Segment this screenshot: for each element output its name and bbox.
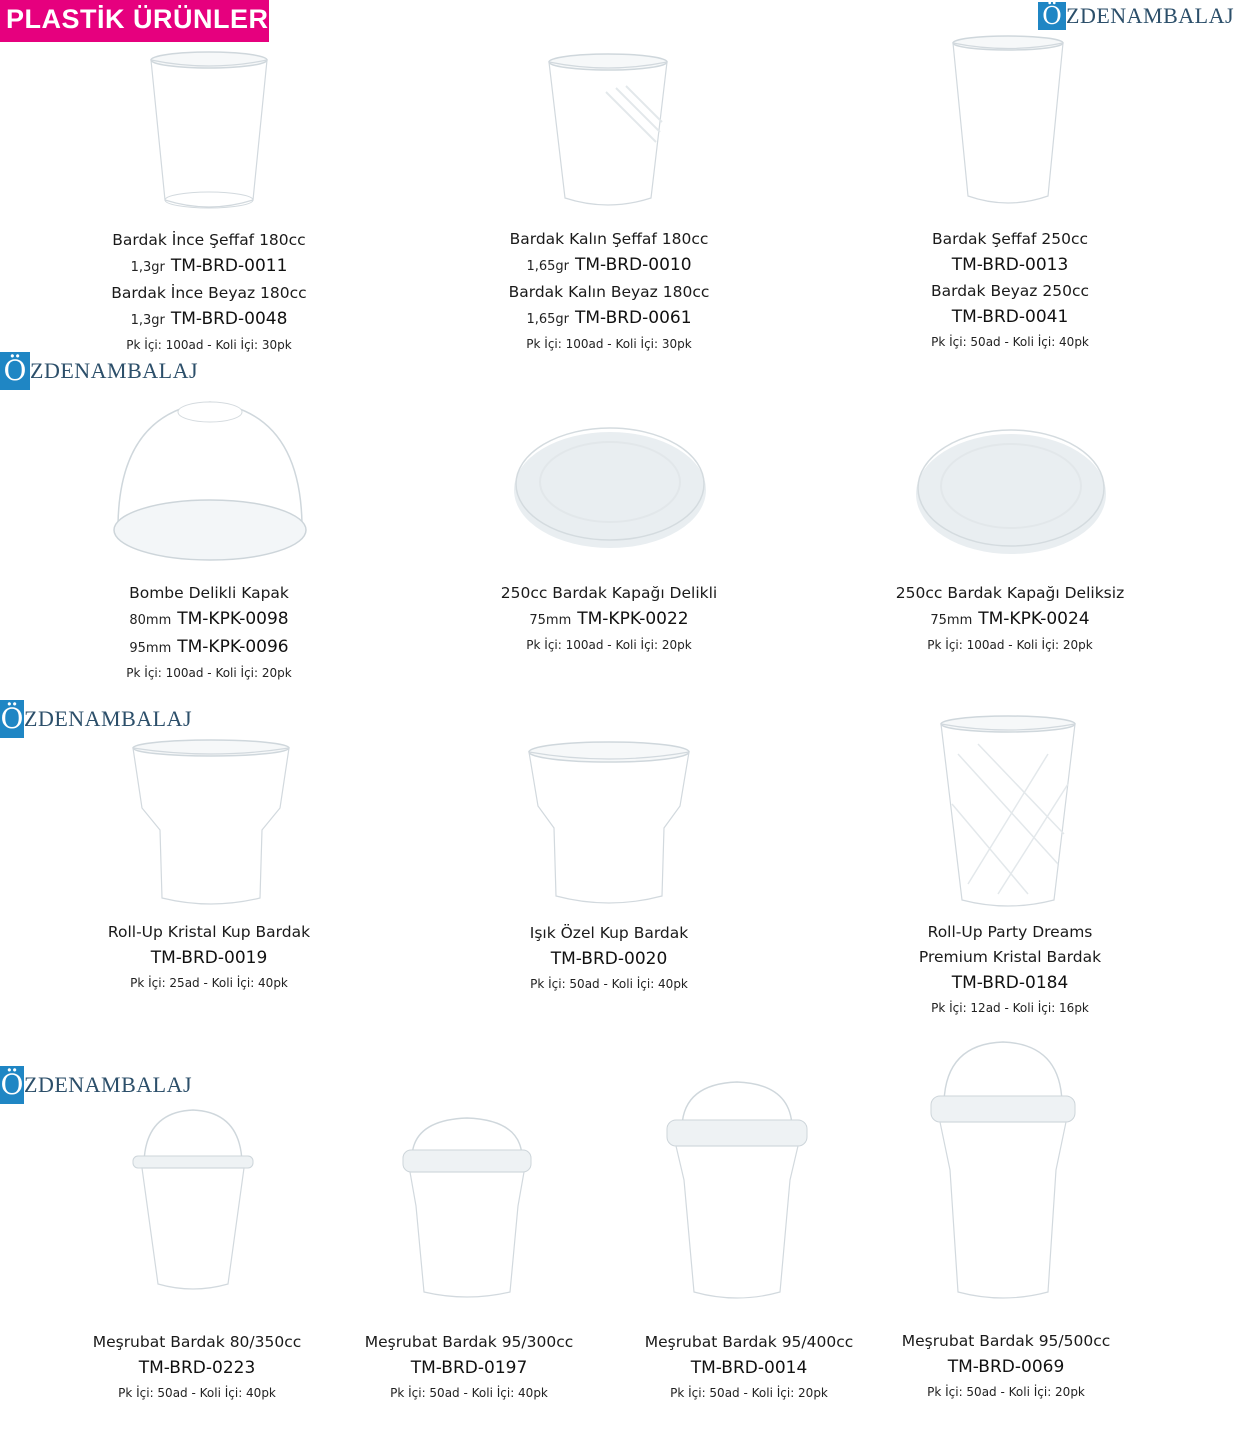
product-card (339, 1330, 599, 1404)
product-code-line (459, 305, 759, 333)
product-code-line (59, 634, 359, 662)
brand-logo-initial: Ö (0, 1066, 24, 1104)
product-name: Meşrubat Bardak 80/350cc (92, 1333, 302, 1351)
product-name: Bardak Şeffaf 250cc (931, 230, 1089, 248)
packaging-info: Pk İçi: 50ad - Koli İçi: 20pk (927, 1385, 1085, 1399)
product-card (67, 1330, 327, 1404)
section-title: PLASTİK ÜRÜNLER (6, 4, 269, 34)
brand-logo-text: ZDENAMBALAJ (30, 358, 199, 383)
product-spec: 1,3gr (130, 313, 165, 328)
product-code: TM-BRD-0223 (138, 1358, 256, 1378)
packaging-info: Pk İçi: 50ad - Koli İçi: 20pk (670, 1386, 828, 1400)
product-code: TM-KPK-0096 (177, 637, 289, 657)
product-card (860, 227, 1160, 353)
product-name: Roll-Up Party Dreams (927, 923, 1093, 941)
product-code-line (459, 606, 759, 634)
brand-logo-initial: Ö (0, 700, 24, 738)
brand-logo (0, 1066, 192, 1104)
product-code-line (59, 253, 359, 281)
brand-logo (0, 352, 198, 390)
kup-cup-icon (130, 738, 292, 910)
product-code: TM-BRD-0061 (575, 308, 692, 328)
product-card (59, 581, 359, 684)
product-card (459, 921, 759, 995)
product-code-line (619, 1355, 879, 1382)
product-name: Meşrubat Bardak 95/300cc (364, 1333, 574, 1351)
product-name: Bardak Beyaz 250cc (930, 282, 1089, 300)
product-code: TM-KPK-0098 (177, 609, 289, 629)
product-code: TM-BRD-0048 (170, 309, 288, 329)
product-code-line (860, 970, 1160, 997)
product-name: Premium Kristal Bardak (918, 948, 1102, 966)
product-code: TM-BRD-0041 (951, 307, 1069, 327)
flat-lid-icon (512, 414, 708, 552)
product-code: TM-BRD-0197 (410, 1358, 528, 1378)
product-name: 250cc Bardak Kapağı Deliksiz (895, 584, 1125, 602)
section-title-tab (0, 0, 269, 42)
product-code: TM-BRD-0014 (690, 1358, 808, 1378)
brand-logo-initial: Ö (0, 352, 30, 390)
product-code: TM-KPK-0022 (577, 609, 689, 629)
brand-logo-text: ZDENAMBALAJ (24, 1072, 193, 1097)
product-card (459, 227, 759, 355)
product-code: TM-BRD-0011 (170, 256, 288, 276)
brand-logo-initial: Ö (1038, 2, 1066, 30)
product-code: TM-BRD-0010 (575, 255, 692, 275)
product-code-line (339, 1355, 599, 1382)
product-code: TM-BRD-0013 (951, 255, 1069, 275)
product-name: Roll-Up Kristal Kup Bardak (107, 923, 311, 941)
product-name: Bardak İnce Beyaz 180cc (111, 284, 307, 302)
plastic-cup-icon (546, 52, 670, 212)
product-card (860, 920, 1160, 1019)
flat-lid-icon (914, 416, 1108, 558)
product-spec: 1,3gr (130, 260, 165, 275)
product-spec: 1,65gr (526, 259, 569, 274)
packaging-info: Pk İçi: 12ad - Koli İçi: 16pk (931, 1001, 1089, 1015)
packaging-info: Pk İçi: 100ad - Koli İçi: 20pk (126, 666, 292, 680)
product-code: TM-BRD-0019 (150, 948, 268, 968)
product-spec: 75mm (529, 613, 572, 628)
packaging-info: Pk İçi: 100ad - Koli İçi: 30pk (526, 337, 692, 351)
product-code-line (59, 945, 359, 972)
product-card (459, 581, 759, 656)
brand-logo (1038, 2, 1234, 30)
product-code-line (459, 946, 759, 973)
packaging-info: Pk İçi: 100ad - Koli İçi: 30pk (126, 338, 292, 352)
product-code-line (860, 252, 1160, 279)
packaging-info: Pk İçi: 50ad - Koli İçi: 40pk (530, 977, 688, 991)
product-spec: 75mm (930, 613, 973, 628)
soda-cup-with-dome-icon (928, 1040, 1078, 1304)
packaging-info: Pk İçi: 50ad - Koli İçi: 40pk (390, 1386, 548, 1400)
kup-cup-icon (526, 740, 692, 910)
brand-logo (0, 700, 192, 738)
product-card (860, 581, 1160, 656)
soda-cup-with-dome-icon (130, 1108, 256, 1294)
product-name: Bardak Kalın Beyaz 180cc (508, 283, 710, 301)
product-name: Bardak İnce Şeffaf 180cc (112, 231, 306, 249)
brand-logo-text: ZDENAMBALAJ (24, 706, 193, 731)
packaging-info: Pk İçi: 50ad - Koli İçi: 40pk (931, 335, 1089, 349)
product-card (59, 228, 359, 356)
product-code: TM-BRD-0020 (550, 949, 668, 969)
product-name: Bombe Delikli Kapak (129, 584, 289, 602)
product-code: TM-BRD-0069 (947, 1357, 1065, 1377)
plastic-cup-icon (950, 34, 1066, 210)
product-name: Işık Özel Kup Bardak (529, 924, 689, 942)
product-name: Meşrubat Bardak 95/500cc (901, 1332, 1111, 1350)
product-code-line (459, 252, 759, 280)
product-code-line (876, 1354, 1136, 1381)
product-name: 250cc Bardak Kapağı Delikli (500, 584, 718, 602)
packaging-info: Pk İçi: 50ad - Koli İçi: 40pk (118, 1386, 276, 1400)
product-code-line (860, 606, 1160, 634)
packaging-info: Pk İçi: 100ad - Koli İçi: 20pk (526, 638, 692, 652)
product-name: Meşrubat Bardak 95/400cc (644, 1333, 854, 1351)
kup-cup-icon (938, 714, 1078, 912)
product-code-line (67, 1355, 327, 1382)
packaging-info: Pk İçi: 100ad - Koli İçi: 20pk (927, 638, 1093, 652)
product-card (59, 920, 359, 994)
product-code-line (59, 306, 359, 334)
soda-cup-with-dome-icon (400, 1116, 534, 1302)
product-spec: 80mm (129, 613, 172, 628)
plastic-cup-icon (148, 50, 270, 214)
product-code-line (860, 304, 1160, 331)
product-code-line (59, 606, 359, 634)
product-spec: 95mm (129, 641, 172, 656)
product-spec: 1,65gr (526, 312, 569, 327)
product-code: TM-KPK-0024 (978, 609, 1090, 629)
product-card (619, 1330, 879, 1404)
soda-cup-with-dome-icon (664, 1080, 810, 1304)
dome-lid-icon (110, 392, 310, 568)
product-code: TM-BRD-0184 (951, 973, 1069, 993)
packaging-info: Pk İçi: 25ad - Koli İçi: 40pk (130, 976, 288, 990)
brand-logo-text: ZDENAMBALAJ (1066, 3, 1235, 28)
product-card (876, 1329, 1136, 1403)
product-name: Bardak Kalın Şeffaf 180cc (509, 230, 709, 248)
